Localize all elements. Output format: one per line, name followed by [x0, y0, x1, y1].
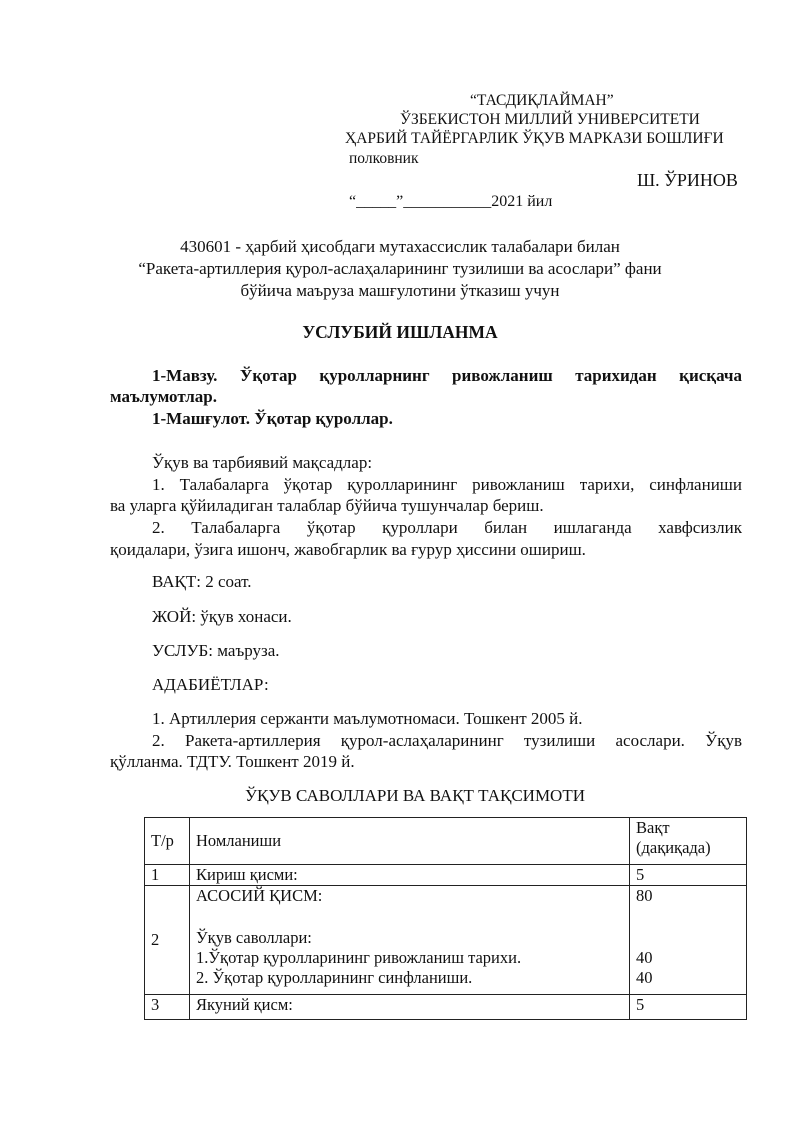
approval-title: “ТАСДИҚЛАЙМАН” [470, 92, 614, 109]
approval-org: ЎЗБЕКИСТОН МИЛЛИЙ УНИВЕРСИТЕТИ [400, 111, 700, 128]
header-time-line-2: (дақиқада) [636, 838, 711, 857]
literature-heading: АДАБИЁТЛАР: [152, 675, 269, 694]
subtitle-line-2: “Ракета-артиллерия қурол-аслаҳаларининг тузилиши ва асослари” фани [138, 259, 662, 278]
row-1-name: Кириш қисми: [190, 865, 630, 886]
goal-2-line-2: қоидалари, ўзига ишонч, жавобгарлик ва ғурур ҳиссини ошириш. [110, 540, 586, 559]
row-2-question-2-time: 40 [636, 968, 653, 987]
approval-rank: полковник [349, 150, 419, 167]
goal-2-line-1: 2. Талабаларга ўқотар қуроллари билан ишлаганда хавфсизлик [152, 518, 742, 537]
goals-heading: Ўқув ва тарбиявий мақсадлар: [152, 453, 373, 472]
header-time [630, 818, 747, 865]
row-3-time: 5 [630, 995, 747, 1020]
row-1-no: 1 [145, 865, 190, 886]
table-row [145, 995, 747, 1020]
approval-name: Ш. ЎРИНОВ [637, 170, 738, 190]
lesson-title: 1-Машғулот. Ўқотар қуроллар. [152, 409, 393, 428]
topic-line-1: 1-Мавзу. Ўқотар қуролларнинг ривожланиш тарихидан қисқача [152, 366, 742, 385]
document-title: УСЛУБИЙ ИШЛАНМА [302, 322, 498, 342]
goal-1-line-1: 1. Талабаларга ўқотар қуролларининг ривожланиш тарихи, синфланиши [152, 475, 742, 494]
goal-1-line-2: ва уларга қўйиладиган талаблар бўйича тушунчалар бериш. [110, 496, 544, 515]
row-3-name: Якуний қисм: [190, 995, 630, 1020]
approval-dept: ҲАРБИЙ ТАЙЁРГАРЛИК ЎҚУВ МАРКАЗИ БОШЛИҒИ [345, 130, 724, 147]
table-title: ЎҚУВ САВОЛЛАРИ ВА ВАҚТ ТАҚСИМОТИ [245, 786, 585, 805]
header-time-line-1: Вақт [636, 818, 670, 837]
table-row [145, 886, 747, 995]
literature-2-line-1: 2. Ракета-артиллерия қурол-аслаҳаларининг тузилиши асослари. Ўқув [152, 731, 742, 750]
table-row [145, 865, 747, 886]
row-2-no: 2 [145, 886, 190, 995]
table-header-row [145, 818, 747, 865]
method-info: УСЛУБ: маъруза. [152, 641, 280, 660]
subtitle-line-3: бўйича маъруза машғулотини ўтказиш учун [240, 281, 560, 300]
row-3-no: 3 [145, 995, 190, 1020]
time-info: ВАҚТ: 2 соат. [152, 572, 252, 591]
row-2-main-part: АСОСИЙ ҚИСМ: [196, 886, 323, 905]
literature-1: 1. Артиллерия сержанти маълумотномаси. Тошкент 2005 й. [152, 709, 583, 728]
row-1-time: 5 [630, 865, 747, 886]
row-2-question-1: 1.Ўқотар қуролларининг ривожланиш тарихи. [196, 948, 522, 967]
row-2-main-time: 80 [636, 886, 653, 905]
approval-date: “_____”___________2021 йил [349, 193, 553, 210]
topic-line-2: маълумотлар. [110, 387, 217, 406]
literature-2-line-2: қўлланма. ТДТУ. Тошкент 2019 й. [110, 752, 355, 771]
schedule-table [144, 817, 747, 1020]
row-2-name [190, 886, 630, 995]
row-2-sub-heading: Ўқув саволлари: [196, 928, 312, 947]
header-no: Т/р [145, 818, 190, 865]
row-2-question-2: 2. Ўқотар қуролларининг синфланиши. [196, 968, 473, 987]
subtitle-line-1: 430601 - ҳарбий ҳисобдаги мутахассислик талабалари билан [180, 237, 620, 256]
header-name: Номланиши [190, 818, 630, 865]
row-2-question-1-time: 40 [636, 948, 653, 967]
place-info: ЖОЙ: ўқув хонаси. [152, 607, 292, 626]
row-2-time [630, 886, 747, 995]
